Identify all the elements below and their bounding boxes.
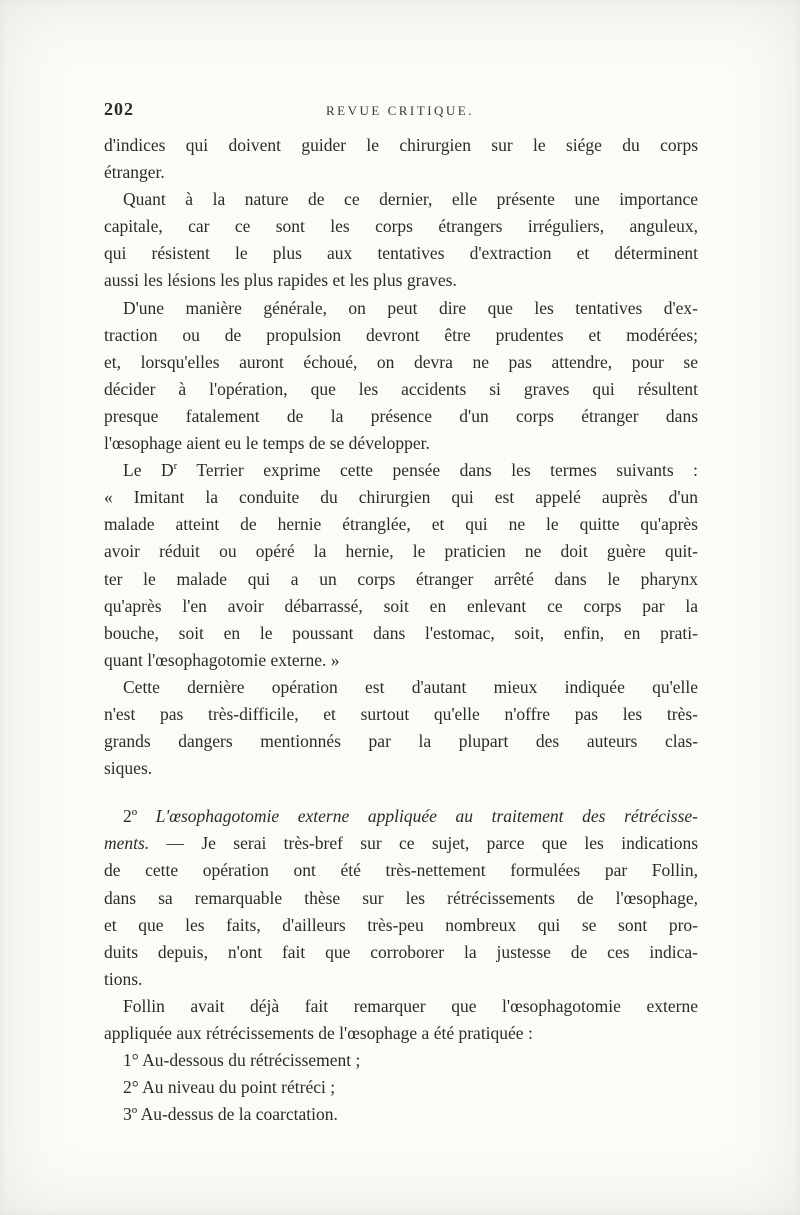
text-line [104,593,698,620]
text-line [104,939,698,966]
text-segment: Le D [123,460,174,481]
text-segment: ter le malade qui a un corps étranger arrêté dans le pharynx [104,568,698,589]
text-segment: L'œsophagotomie externe appliquée au traitement des rétrécisse- [155,806,698,827]
text-segment: tions. [104,968,143,989]
text-line [104,728,698,755]
text-segment: bouche, soit en le poussant dans l'estomac, soit, enfin, en prati- [104,622,698,643]
text-segment: Quant à la nature de ce dernier, elle présente une importance [123,189,698,210]
text-line [104,885,698,912]
text-segment: qu'après l'en avoir débarrassé, soit en enlevant ce corps par la [104,595,698,616]
text-segment: aussi les lésions les plus rapides et les plus graves. [104,270,457,291]
text-segment: et que les faits, d'ailleurs très-peu nombreux qui se sont pro- [104,914,698,935]
text-line [104,538,698,565]
text-line [104,322,698,349]
text-segment: décider à l'opération, que les accidents si graves qui résultent [104,378,698,399]
text-line [104,755,698,782]
text-line [104,803,698,830]
text-line [104,674,698,701]
page-header [104,97,696,123]
text-segment: malade atteint de hernie étranglée, et qui ne le quitte qu'après [104,514,698,535]
text-line [104,1101,698,1128]
text-segment: duits depuis, n'ont fait que corroborer la justesse de ces indica- [104,941,698,962]
text-line [104,566,698,593]
paragraph [104,674,698,782]
paragraph [104,1074,698,1101]
text-segment: presque fatalement de la présence d'un corps étranger dans [104,405,698,426]
text-segment: dans sa remarquable thèse sur les rétrécissements de l'œsophage, [104,887,698,908]
text-line [104,1074,698,1101]
text-line [104,1047,698,1074]
paragraph [104,803,698,993]
text-segment: appliquée aux rétrécissements de l'œsophage a été pratiquée : [104,1023,533,1043]
paragraph [104,186,698,294]
text-line [104,857,698,884]
paragraph [104,132,698,186]
text-line [104,966,698,993]
text-line [104,457,698,484]
text-line [104,213,698,240]
text-line [104,403,698,430]
text-segment: de cette opération ont été très-nettement formulées par Follin, [104,860,698,881]
text-line [104,186,698,213]
text-block [104,132,698,1128]
text-segment: « Imitant la conduite du chirurgien qui est appelé auprès d'un [104,487,698,508]
text-segment: r [173,460,178,473]
text-segment: 2º [123,806,156,827]
text-segment: traction ou de propulsion devront être prudentes et modérées; [104,324,698,345]
text-segment: Terrier exprime cette pensée dans les termes suivants : [177,460,698,481]
text-line [104,620,698,647]
running-title: REVUE CRITIQUE. [326,103,474,118]
text-segment: 2° Au niveau du point rétréci ; [123,1077,336,1098]
text-line [104,240,698,267]
text-line [104,647,698,674]
paragraph [104,457,698,674]
text-segment: l'œsophage aient eu le temps de se développer. [104,433,430,454]
text-segment: d'indices qui doivent guider le chirurgien sur le siége du corps [104,135,698,155]
text-segment: Follin avait déjà fait remarquer que l'œsophagotomie externe [123,995,698,1016]
text-line [104,511,698,538]
text-line [104,267,698,294]
text-segment: étranger. [104,162,165,183]
text-segment: qui résistent le plus aux tentatives d'extraction et déterminent [104,243,698,264]
text-line [104,159,698,186]
text-segment: quant l'œsophagotomie externe. » [104,649,340,670]
text-line [104,701,698,728]
paragraph [104,1047,698,1074]
paragraph [104,1101,698,1128]
paragraph [104,295,698,458]
text-segment: grands dangers mentionnés par la plupart des auteurs clas- [104,731,698,752]
text-segment: avoir réduit ou opéré la hernie, le praticien ne doit guère quit- [104,541,698,562]
page-number: 202 [104,99,134,119]
text-segment: ments. [104,833,150,854]
text-segment: capitale, car ce sont les corps étrangers irréguliers, anguleux, [104,216,698,237]
text-line [104,993,698,1020]
text-line [104,430,698,457]
text-line [104,295,698,322]
text-line [104,912,698,939]
text-line [104,349,698,376]
text-line [104,376,698,403]
text-segment: n'est pas très-difficile, et surtout qu'elle n'offre pas les très- [104,703,698,724]
text-segment: et, lorsqu'elles auront échoué, on devra ne pas attendre, pour se [104,351,698,372]
text-segment: Cette dernière opération est d'autant mieux indiquée qu'elle [123,676,698,697]
text-line [104,484,698,511]
text-segment: — Je serai très-bref sur ce sujet, parce que les indications [149,833,698,854]
paragraph [104,993,698,1047]
text-segment: D'une manière générale, on peut dire que les tentatives d'ex- [123,297,698,318]
text-segment: 1° Au-dessous du rétrécissement ; [123,1050,361,1071]
text-segment: siques. [104,758,153,779]
text-line [104,1020,698,1047]
text-segment: 3º Au-dessus de la coarctation. [123,1104,338,1125]
text-line [104,132,698,159]
text-line [104,830,698,857]
